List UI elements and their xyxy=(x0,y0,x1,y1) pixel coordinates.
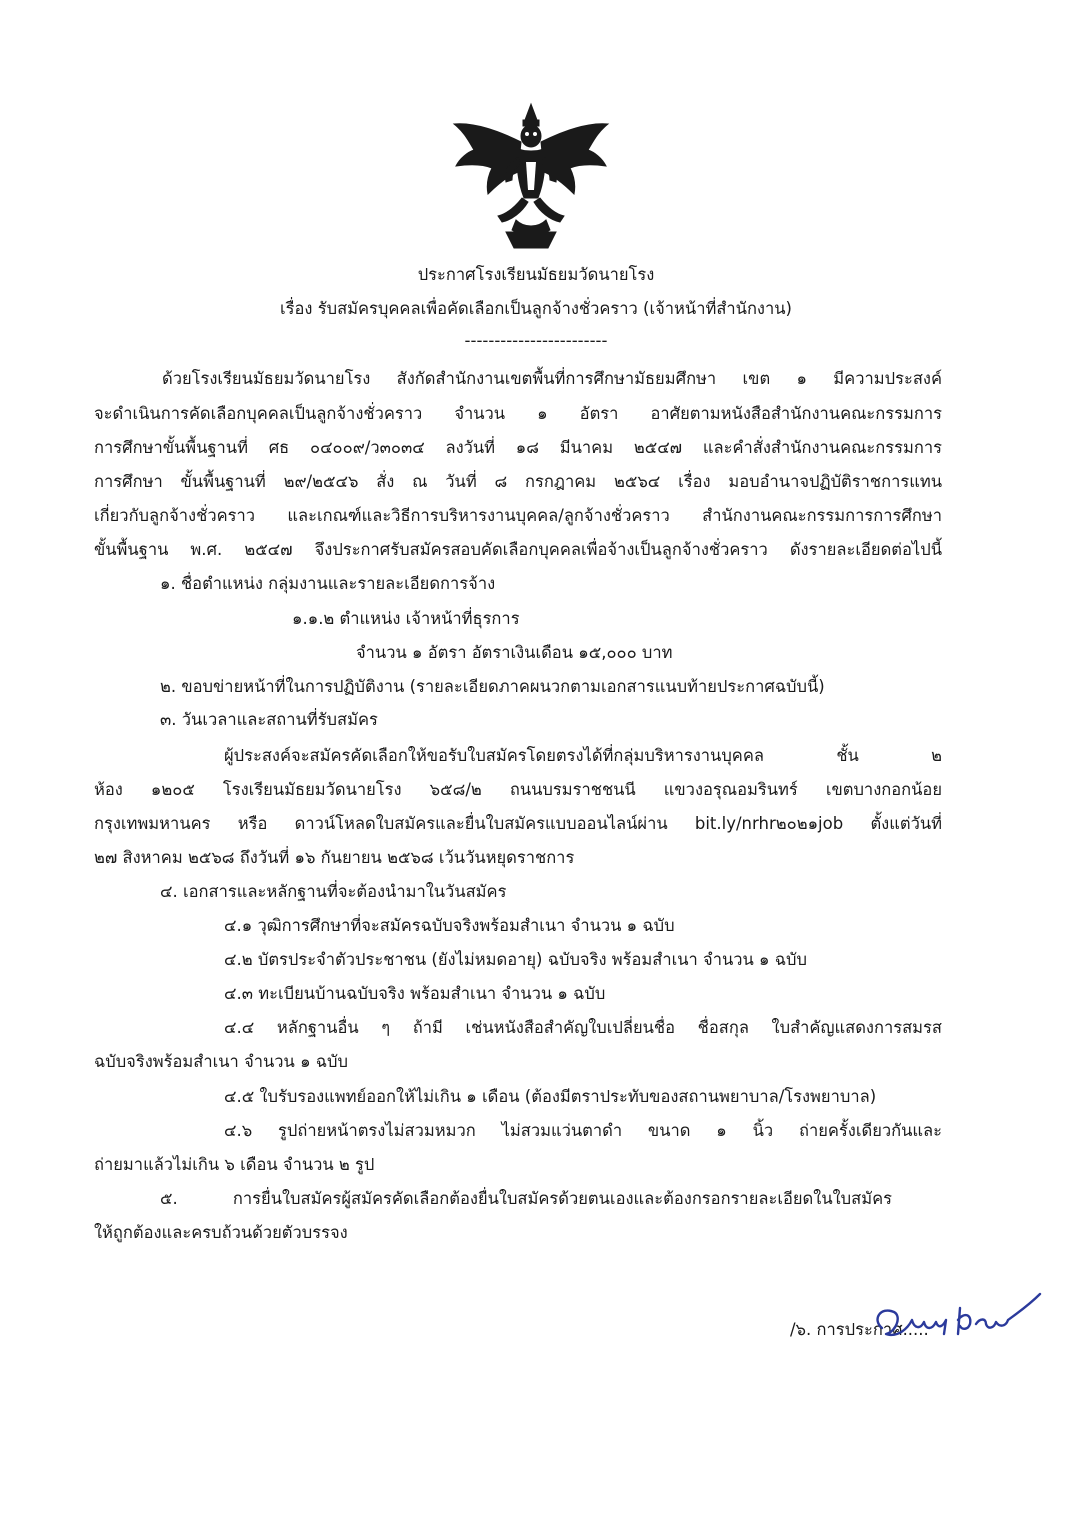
section1-rate: จำนวน ๑ อัตรา อัตราเงินเดือน ๑๕,๐๐๐ บาท xyxy=(356,643,673,662)
section4-heading: ๔. เอกสารและหลักฐานที่จะต้องนำมาในวันสมัคร xyxy=(160,882,507,901)
section4-item: ๔.๔ หลักฐานอื่น ๆ ถ้ามี เช่นหนังสือสำคัญใบเปลี่ยนชื่อ ชื่อสกุล ใบสำคัญแสดงการสมรส xyxy=(224,1018,942,1037)
next-page-reference: /๖. การประกาศ..... xyxy=(790,1320,929,1339)
section3-line: ห้อง ๑๒๐๕ โรงเรียนมัธยมวัดนายโรง ๖๕๘/๒ ถนนบรมราชชนนี แขวงอรุณอมรินทร์ เขตบางกอกน้อย xyxy=(94,780,942,799)
section5-line: ให้ถูกต้องและครบถ้วนด้วยตัวบรรจง xyxy=(94,1223,348,1242)
section4-item: ๔.๑ วุฒิการศึกษาที่จะสมัครฉบับจริงพร้อมสำเนา จำนวน ๑ ฉบับ xyxy=(224,916,675,935)
header-divider: ------------------------ xyxy=(464,331,608,350)
garuda-emblem-icon xyxy=(446,102,616,252)
intro-line: การศึกษา ขั้นพื้นฐานที่ ๒๙/๒๕๔๖ สั่ง ณ วันที่ ๘ กรกฎาคม ๒๕๖๔ เรื่อง มอบอำนาจปฏิบัติราชการแทน xyxy=(94,472,942,491)
section4-item: ๔.๖ รูปถ่ายหน้าตรงไม่สวมหมวก ไม่สวมแว่นตาดำ ขนาด ๑ นิ้ว ถ่ายครั้งเดียวกันและ xyxy=(224,1121,942,1140)
section2-heading: ๒. ขอบข่ายหน้าที่ในการปฏิบัติงาน (รายละเอียดภาคผนวกตามเอกสารแนบท้ายประกาศฉบับนี้) xyxy=(160,677,825,696)
section4-item-continued: ฉบับจริงพร้อมสำเนา จำนวน ๑ ฉบับ xyxy=(94,1052,348,1071)
handwritten-signature xyxy=(868,1284,1048,1354)
intro-line: เกี่ยวกับลูกจ้างชั่วคราว และเกณฑ์และวิธีการบริหารงานบุคคล/ลูกจ้างชั่วคราว สำนักงานคณะกรรมการการศึกษา xyxy=(94,506,942,525)
section4-item-continued: ถ่ายมาแล้วไม่เกิน ๖ เดือน จำนวน ๒ รูป xyxy=(94,1155,375,1174)
section5-line: ๕. การยื่นใบสมัครผู้สมัครคัดเลือกต้องยื่นใบสมัครด้วยตนเองและต้องกรอกรายละเอียดในใบสมัคร xyxy=(160,1189,892,1208)
section1-heading: ๑. ชื่อตำแหน่ง กลุ่มงานและรายละเอียดการจ้าง xyxy=(160,574,496,593)
section3-line: ๒๗ สิงหาคม ๒๕๖๘ ถึงวันที่ ๑๖ กันยายน ๒๕๖๘ เว้นวันหยุดราชการ xyxy=(94,848,575,867)
intro-line: ขั้นพื้นฐาน พ.ศ. ๒๕๔๗ จึงประกาศรับสมัครสอบคัดเลือกบุคคลเพื่อจ้างเป็นลูกจ้างชั่วคราว ดังรายละเอียดต่อไปนี้ xyxy=(94,540,942,559)
section4-item: ๔.๓ ทะเบียนบ้านฉบับจริง พร้อมสำเนา จำนวน ๑ ฉบับ xyxy=(224,984,606,1003)
announcement-title: ประกาศโรงเรียนมัธยมวัดนายโรง xyxy=(417,265,655,284)
section4-item: ๔.๒ บัตรประจำตัวประชาชน (ยังไม่หมดอายุ) ฉบับจริง พร้อมสำเนา จำนวน ๑ ฉบับ xyxy=(224,950,807,969)
section3-line: กรุงเทพมหานคร หรือ ดาวน์โหลดใบสมัครและยื่นใบสมัครแบบออนไลน์ผ่าน bit.ly/nrhr๒๐๒๑job ตั้งแต่วันที่ xyxy=(94,814,942,833)
intro-line: การศึกษาขั้นพื้นฐานที่ ศธ ๐๔๐๐๙/ว๓๐๓๔ ลงวันที่ ๑๘ มีนาคม ๒๕๔๗ และคำสั่งสำนักงานคณะกรรมการ xyxy=(94,438,942,457)
section4-item: ๔.๕ ใบรับรองแพทย์ออกให้ไม่เกิน ๑ เดือน (ต้องมีตราประทับของสถานพยาบาล/โรงพยาบาล) xyxy=(224,1087,877,1106)
section3-heading: ๓. วันเวลาและสถานที่รับสมัคร xyxy=(160,710,378,729)
section1-position: ๑.๑.๒ ตำแหน่ง เจ้าหน้าที่ธุรการ xyxy=(292,609,520,628)
section3-line: ผู้ประสงค์จะสมัครคัดเลือกให้ขอรับใบสมัครโดยตรงได้ที่กลุ่มบริหารงานบุคคล ชั้น ๒ xyxy=(224,746,942,765)
announcement-subject: เรื่อง รับสมัครบุคคลเพื่อคัดเลือกเป็นลูกจ้างชั่วคราว (เจ้าหน้าที่สำนักงาน) xyxy=(280,299,792,318)
intro-line: จะดำเนินการคัดเลือกบุคคลเป็นลูกจ้างชั่วคราว จำนวน ๑ อัตรา อาศัยตามหนังสือสำนักงานคณะกรรมการ xyxy=(94,404,942,423)
intro-line: ด้วยโรงเรียนมัธยมวัดนายโรง สังกัดสำนักงานเขตพื้นที่การศึกษามัธยมศึกษา เขต ๑ มีความประสงค์ xyxy=(162,369,942,388)
